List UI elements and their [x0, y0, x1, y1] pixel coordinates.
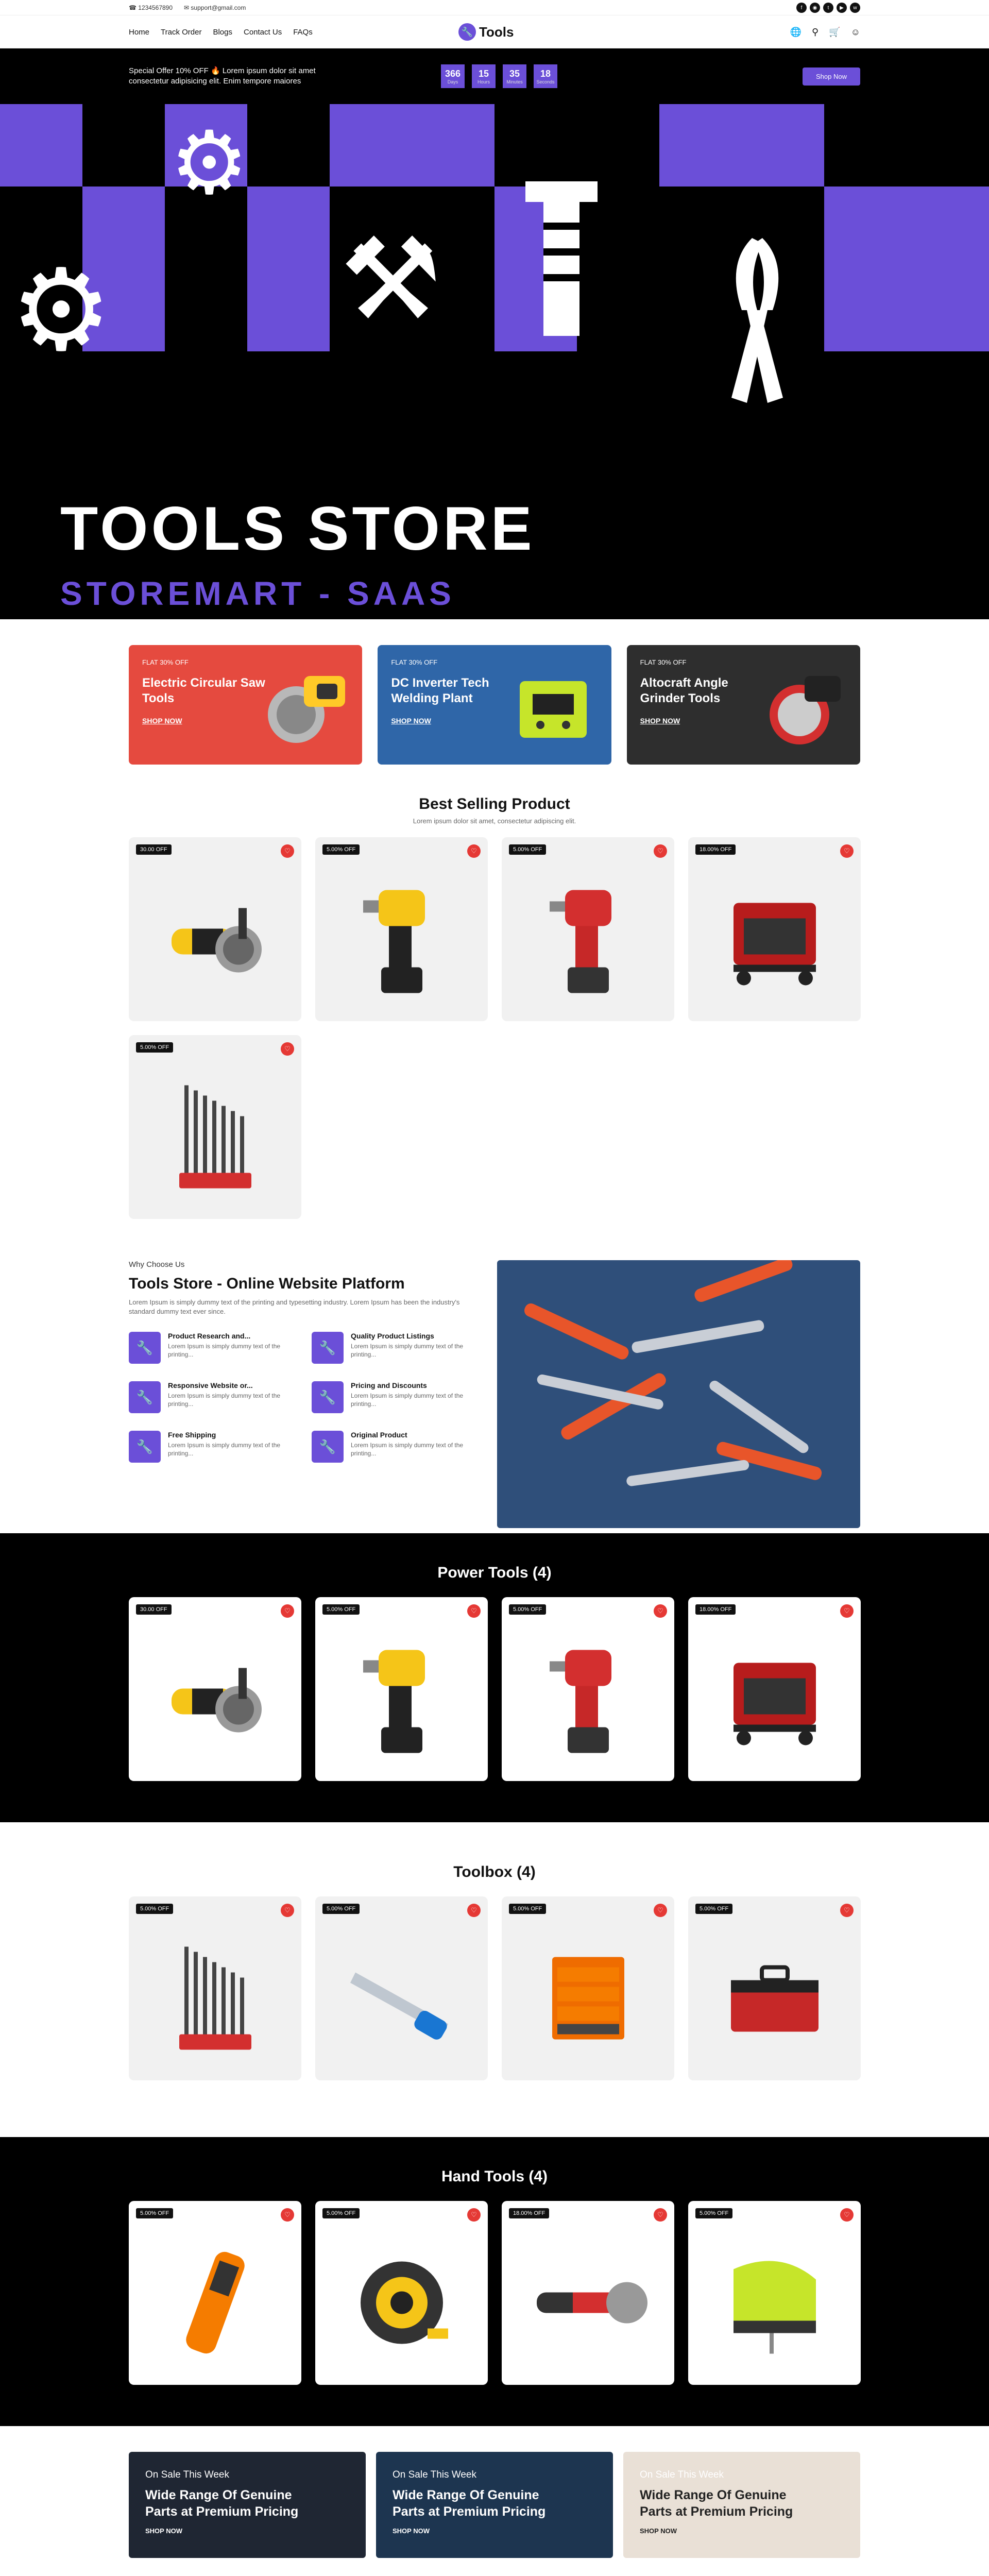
wishlist-heart-icon[interactable]: ♡: [840, 844, 854, 858]
wishlist-heart-icon[interactable]: ♡: [654, 1904, 667, 1917]
feature-title: Responsive Website or...: [168, 1381, 253, 1389]
cd-hours-value: 15: [478, 68, 489, 79]
logo-text: Tools: [479, 24, 514, 40]
cd-days-value: 366: [445, 68, 461, 79]
wrench-icon: 🔧: [129, 1381, 161, 1413]
wishlist-heart-icon[interactable]: ♡: [654, 844, 667, 858]
user-icon[interactable]: ☺: [850, 26, 860, 37]
discount-badge: 5.00% OFF: [322, 1604, 360, 1615]
discount-badge: 5.00% OFF: [695, 2208, 732, 2218]
feature-title: Pricing and Discounts: [351, 1381, 427, 1389]
product-card[interactable]: [129, 837, 301, 1021]
feature-item: [129, 1332, 296, 1364]
best-selling-title: Best Selling Product: [419, 795, 570, 812]
product-card[interactable]: [315, 1597, 488, 1781]
product-card[interactable]: [502, 2201, 674, 2385]
sale-shop-link[interactable]: SHOP NOW: [393, 2527, 430, 2535]
twitter-icon[interactable]: t: [823, 3, 833, 13]
wrench-icon: 🔧: [129, 1332, 161, 1364]
hero-square: [247, 187, 330, 351]
sale-shop-link[interactable]: SHOP NOW: [145, 2527, 182, 2535]
discount-badge: 5.00% OFF: [322, 2208, 360, 2218]
tools-photo: [497, 1260, 860, 1528]
youtube-icon[interactable]: ▶: [837, 3, 847, 13]
product-image: [550, 879, 627, 1001]
sale-eyebrow: On Sale This Week: [145, 2469, 229, 2480]
hand-tools-section: [0, 2137, 989, 2426]
feature-desc: Lorem Ipsum is simply dummy text of the printing...: [351, 1442, 464, 1457]
wishlist-heart-icon[interactable]: ♡: [467, 844, 481, 858]
countdown-hours: [472, 64, 496, 88]
product-image: [718, 2248, 831, 2359]
feature-title: Quality Product Listings: [351, 1332, 434, 1340]
nav-contact-us[interactable]: Contact Us: [244, 27, 282, 37]
countdown-days: [441, 64, 465, 88]
sale-banner[interactable]: [129, 2452, 366, 2558]
product-card[interactable]: [129, 1035, 301, 1219]
product-image: [363, 1639, 440, 1760]
cart-icon[interactable]: 🛒: [829, 26, 841, 37]
wrench-icon: 🔧: [312, 1431, 344, 1463]
banner-shop-link[interactable]: SHOP NOW: [142, 717, 182, 725]
nav-blogs[interactable]: Blogs: [213, 27, 232, 37]
nav-home[interactable]: Home: [129, 27, 150, 37]
product-card[interactable]: [315, 837, 488, 1021]
promo-bar: [0, 48, 989, 104]
nav-track-order[interactable]: Track Order: [161, 27, 202, 37]
product-card[interactable]: [502, 1597, 674, 1781]
pliers-icon: [706, 233, 809, 408]
wishlist-heart-icon[interactable]: ♡: [654, 2208, 667, 2222]
product-card[interactable]: [688, 1597, 861, 1781]
discount-badge: 5.00% OFF: [509, 1904, 546, 1914]
discount-badge: 5.00% OFF: [695, 1904, 732, 1914]
welding-plant-image: [504, 666, 602, 748]
promo-banners: [129, 645, 860, 765]
wrench-icon: 🔧: [129, 1431, 161, 1463]
cd-minutes-value: 35: [509, 68, 520, 79]
promo-banner[interactable]: [129, 645, 362, 765]
hero-square: [330, 104, 494, 187]
why-title: Tools Store - Online Website Platform: [129, 1275, 405, 1292]
sale-banner[interactable]: [376, 2452, 613, 2558]
product-card[interactable]: [129, 2201, 301, 2385]
search-icon[interactable]: ⚲: [812, 26, 819, 37]
hero-square: [659, 104, 824, 187]
banner-discount: FLAT 30% OFF: [640, 658, 687, 666]
email-value: support@gmail.com: [191, 4, 246, 11]
why-text: Lorem Ipsum is simply dummy text of the printing and typesetting industry. Lorem Ipsum has been the industry's standard dummy text ever since.: [129, 1298, 460, 1315]
site-logo[interactable]: [458, 23, 514, 41]
product-card[interactable]: [315, 1896, 488, 2080]
feature-item: [312, 1381, 479, 1413]
toolbox-title: Toolbox (4): [453, 1863, 536, 1880]
wishlist-heart-icon[interactable]: ♡: [840, 1604, 854, 1618]
feature-item: [312, 1431, 479, 1463]
why-eyebrow: Why Choose Us: [129, 1260, 185, 1269]
cd-days-unit: Days: [447, 79, 458, 84]
angle-grinder-image: [753, 666, 851, 748]
gear-icon: ⚙: [170, 114, 249, 212]
sale-eyebrow: On Sale This Week: [393, 2469, 476, 2480]
banner-title: Altocraft Angle Grinder Tools: [640, 676, 728, 705]
cd-minutes-unit: Minutes: [506, 79, 523, 84]
whatsapp-icon[interactable]: w: [850, 3, 860, 13]
product-card[interactable]: [315, 2201, 488, 2385]
wishlist-heart-icon[interactable]: ♡: [467, 1604, 481, 1618]
wishlist-heart-icon[interactable]: ♡: [654, 1604, 667, 1618]
wishlist-heart-icon[interactable]: ♡: [281, 844, 294, 858]
discount-badge: 5.00% OFF: [322, 1904, 360, 1914]
feature-item: [129, 1381, 296, 1413]
discount-badge: 5.00% OFF: [136, 1042, 173, 1053]
discount-badge: 5.00% OFF: [509, 844, 546, 855]
power-tools-section: [0, 1533, 989, 1822]
feature-desc: Lorem Ipsum is simply dummy text of the printing...: [168, 1343, 281, 1358]
why-features: [129, 1332, 479, 1463]
feature-title: Original Product: [351, 1431, 407, 1439]
hand-tools-grid: [129, 2201, 860, 2385]
best-selling-subtitle: Lorem ipsum dolor sit amet, consectetur adipiscing elit.: [413, 817, 576, 825]
product-card[interactable]: [502, 837, 674, 1021]
feature-item: [312, 1332, 479, 1364]
product-image: [161, 1652, 269, 1748]
promo-text: Special Offer 10% OFF 🔥 Lorem ipsum dolor sit amet consectetur adipisicing elit. Enim tempore maiores: [129, 66, 316, 86]
banner-title: DC Inverter Tech Welding Plant: [391, 676, 489, 705]
feature-desc: Lorem Ipsum is simply dummy text of the printing...: [168, 1392, 281, 1408]
promo-banner[interactable]: [627, 645, 860, 765]
nav-faqs[interactable]: FAQs: [293, 27, 313, 37]
wrench-icon: 🔧: [312, 1332, 344, 1364]
toolbox-grid: [129, 1896, 860, 2080]
hero-subtitle: STOREMART - SAAS: [60, 575, 455, 612]
best-selling-grid: [129, 837, 860, 1219]
sale-title: Wide Range Of Genuine Parts at Premium Pricing: [393, 2488, 546, 2519]
main-nav: [129, 28, 313, 37]
product-card[interactable]: [688, 2201, 861, 2385]
wishlist-heart-icon[interactable]: ♡: [281, 2208, 294, 2222]
product-image: [184, 2241, 246, 2367]
feature-item: [129, 1431, 296, 1463]
product-image: [363, 879, 440, 1001]
hero-square: [0, 104, 82, 187]
feature-title: Free Shipping: [168, 1431, 216, 1439]
product-image: [721, 1954, 829, 2044]
feature-title: Product Research and...: [168, 1332, 251, 1340]
cd-hours-unit: Hours: [477, 79, 490, 84]
power-tools-grid: [129, 1597, 860, 1781]
hammer-wrench-icon: ⚒: [340, 216, 442, 343]
top-bar: [0, 0, 989, 15]
product-image: [542, 1946, 635, 2052]
email-text[interactable]: ✉ support@gmail.com: [184, 4, 246, 11]
power-tools-title: Power Tools (4): [437, 1564, 552, 1581]
product-image: [526, 2264, 650, 2344]
discount-badge: 18.00% OFF: [509, 2208, 549, 2218]
header: [0, 15, 989, 48]
discount-badge: 5.00% OFF: [322, 844, 360, 855]
countdown-minutes: [503, 64, 526, 88]
product-card[interactable]: [129, 1597, 301, 1781]
wishlist-heart-icon[interactable]: ♡: [281, 1042, 294, 1056]
banner-title: Electric Circular Saw Tools: [142, 676, 265, 705]
hero-banner: [0, 104, 989, 619]
sale-banner[interactable]: [623, 2452, 860, 2558]
phone-text[interactable]: ☎ 1234567890: [129, 4, 173, 11]
wrench-logo-icon: 🔧: [458, 23, 476, 41]
product-image: [350, 2251, 453, 2357]
wishlist-heart-icon[interactable]: ♡: [281, 1904, 294, 1917]
countdown: [441, 64, 557, 88]
discount-badge: 5.00% OFF: [136, 1904, 173, 1914]
instagram-icon[interactable]: ◉: [810, 3, 820, 13]
hero-square: [824, 187, 989, 351]
discount-badge: 18.00% OFF: [695, 844, 736, 855]
phone-value: 1234567890: [138, 4, 173, 11]
promo-banner[interactable]: [378, 645, 611, 765]
cd-seconds-unit: Seconds: [536, 79, 555, 84]
product-image: [345, 1952, 458, 2047]
banner-discount: FLAT 30% OFF: [391, 658, 438, 666]
cd-seconds-value: 18: [540, 68, 551, 79]
feature-desc: Lorem Ipsum is simply dummy text of the printing...: [351, 1343, 464, 1358]
promo-shop-now-button[interactable]: Shop Now: [803, 67, 860, 86]
sale-title: Wide Range Of Genuine Parts at Premium Pricing: [145, 2488, 299, 2519]
product-image: [550, 1639, 627, 1760]
sale-banners: [129, 2452, 860, 2558]
product-image: [723, 1647, 826, 1753]
discount-badge: 5.00% OFF: [509, 1604, 546, 1615]
circular-saw-image: [255, 666, 353, 748]
banner-shop-link[interactable]: SHOP NOW: [391, 717, 431, 725]
product-card[interactable]: [688, 837, 861, 1021]
hero-title: TOOLS STORE: [60, 494, 535, 563]
feature-desc: Lorem Ipsum is simply dummy text of the printing...: [168, 1442, 281, 1457]
wishlist-heart-icon[interactable]: ♡: [467, 2208, 481, 2222]
bolt-icon: [525, 181, 598, 336]
toolbox-section: [0, 1822, 989, 2137]
sale-eyebrow: On Sale This Week: [640, 2469, 724, 2480]
discount-badge: 30.00 OFF: [136, 1604, 172, 1615]
wishlist-heart-icon[interactable]: ♡: [840, 2208, 854, 2222]
product-card[interactable]: [502, 1896, 674, 2080]
sale-shop-link[interactable]: SHOP NOW: [640, 2527, 677, 2535]
discount-badge: 30.00 OFF: [136, 844, 172, 855]
product-card[interactable]: [688, 1896, 861, 2080]
product-image: [174, 1936, 257, 2062]
product-image: [174, 1075, 257, 1201]
discount-badge: 5.00% OFF: [136, 2208, 173, 2218]
hand-tools-title: Hand Tools (4): [441, 2168, 548, 2185]
feature-desc: Lorem Ipsum is simply dummy text of the printing...: [351, 1392, 464, 1408]
wishlist-heart-icon[interactable]: ♡: [840, 1904, 854, 1917]
product-card[interactable]: [129, 1896, 301, 2080]
product-image: [723, 887, 826, 993]
globe-icon[interactable]: 🌐: [790, 26, 802, 37]
discount-badge: 18.00% OFF: [695, 1604, 736, 1615]
wishlist-heart-icon[interactable]: ♡: [281, 1604, 294, 1618]
banner-discount: FLAT 30% OFF: [142, 658, 189, 666]
countdown-seconds: [534, 64, 557, 88]
sale-title: Wide Range Of Genuine Parts at Premium Pricing: [640, 2488, 793, 2519]
banner-shop-link[interactable]: SHOP NOW: [640, 717, 680, 725]
product-image: [161, 892, 269, 988]
facebook-icon[interactable]: f: [796, 3, 807, 13]
wishlist-heart-icon[interactable]: ♡: [467, 1904, 481, 1917]
why-choose-section: [129, 1260, 860, 1533]
gear-icon: ⚙: [10, 247, 112, 374]
wrench-icon: 🔧: [312, 1381, 344, 1413]
